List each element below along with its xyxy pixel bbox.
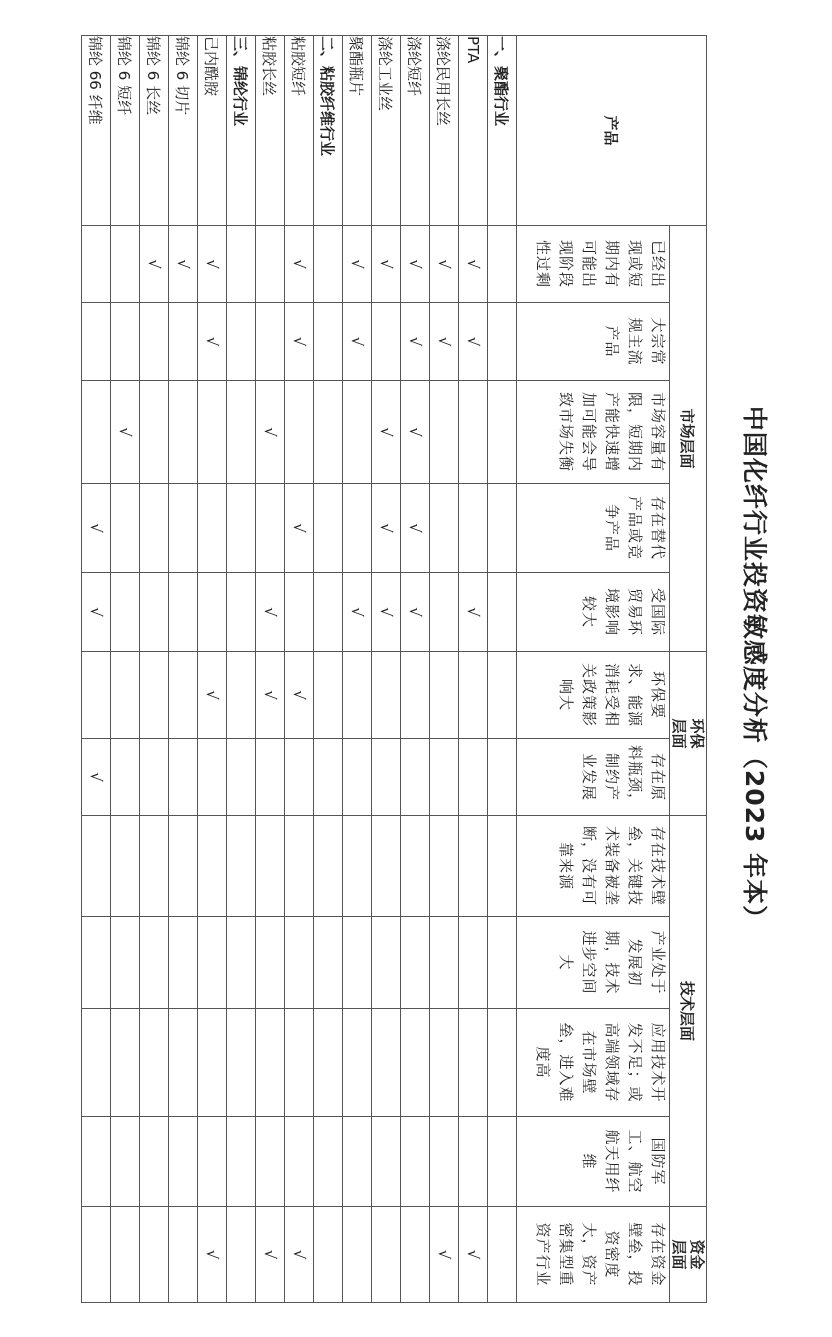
empty-cell (169, 573, 198, 652)
empty-cell (227, 1207, 256, 1303)
empty-cell (401, 739, 430, 816)
empty-cell (430, 739, 459, 816)
empty-cell (459, 652, 488, 739)
check-mark: √ (82, 573, 111, 652)
empty-cell (227, 739, 256, 816)
check-mark: √ (198, 652, 227, 739)
empty-cell (198, 917, 227, 1009)
empty-cell (169, 1117, 198, 1207)
column-header: 应用技术开 发不足；或 高端领域存 在市场壁 垒，进入难 度高 (517, 1009, 670, 1117)
check-mark: √ (372, 573, 401, 652)
check-mark: √ (343, 303, 372, 381)
empty-cell (372, 303, 401, 381)
empty-cell (459, 739, 488, 816)
empty-cell (430, 1117, 459, 1207)
table-row (140, 36, 169, 1303)
empty-cell (82, 226, 111, 303)
empty-cell (488, 381, 517, 484)
category-label: 二、粘胶纤维行业 (314, 36, 343, 226)
check-mark: √ (285, 484, 314, 573)
empty-cell (198, 739, 227, 816)
empty-cell (169, 1207, 198, 1303)
empty-cell (82, 381, 111, 484)
empty-cell (488, 1207, 517, 1303)
empty-cell (82, 652, 111, 739)
empty-cell (488, 484, 517, 573)
column-header: 受国际 贸易环 境影响 较大 (517, 573, 670, 652)
category-row (227, 36, 256, 1303)
empty-cell (111, 816, 140, 917)
empty-cell (488, 1009, 517, 1117)
check-mark: √ (198, 303, 227, 381)
empty-cell (82, 1207, 111, 1303)
category-label: 三、锦纶行业 (227, 36, 256, 226)
empty-cell (111, 1117, 140, 1207)
table-row (169, 36, 198, 1303)
empty-cell (314, 816, 343, 917)
empty-cell (343, 1009, 372, 1117)
empty-cell (227, 917, 256, 1009)
empty-cell (285, 573, 314, 652)
check-mark: √ (198, 1207, 227, 1303)
empty-cell (198, 573, 227, 652)
empty-cell (111, 1207, 140, 1303)
empty-cell (140, 816, 169, 917)
empty-cell (140, 739, 169, 816)
empty-cell (401, 1207, 430, 1303)
empty-cell (169, 303, 198, 381)
technology-level-header: 技术层面 (670, 816, 707, 1207)
market-level-header: 市场层面 (670, 226, 707, 652)
empty-cell (488, 816, 517, 917)
empty-cell (430, 816, 459, 917)
empty-cell (459, 917, 488, 1009)
empty-cell (227, 1117, 256, 1207)
empty-cell (256, 303, 285, 381)
check-mark: √ (285, 652, 314, 739)
empty-cell (314, 484, 343, 573)
empty-cell (227, 303, 256, 381)
check-mark: √ (459, 226, 488, 303)
product-label: 聚酯瓶片 (343, 36, 372, 226)
check-mark: √ (285, 303, 314, 381)
empty-cell (227, 573, 256, 652)
empty-cell (256, 816, 285, 917)
table-row (82, 36, 111, 1303)
check-mark: √ (111, 381, 140, 484)
check-mark: √ (401, 381, 430, 484)
check-mark: √ (169, 226, 198, 303)
product-label: 粘胶短纤 (285, 36, 314, 226)
empty-cell (111, 652, 140, 739)
column-header: 已经出 现或短 期内有 可能出 现阶段 性过剩 (517, 226, 670, 303)
empty-cell (169, 739, 198, 816)
check-mark: √ (82, 739, 111, 816)
empty-cell (488, 303, 517, 381)
table-row (372, 36, 401, 1303)
category-row (314, 36, 343, 1303)
check-mark: √ (285, 1207, 314, 1303)
sensitivity-table (81, 35, 707, 1303)
check-mark: √ (372, 226, 401, 303)
empty-cell (343, 484, 372, 573)
empty-cell (256, 226, 285, 303)
empty-cell (111, 573, 140, 652)
table-row (256, 36, 285, 1303)
empty-cell (488, 739, 517, 816)
product-label: 涤纶民用长丝 (430, 36, 459, 226)
empty-cell (401, 917, 430, 1009)
table-row (198, 36, 227, 1303)
check-mark: √ (430, 1207, 459, 1303)
empty-cell (169, 652, 198, 739)
empty-cell (169, 381, 198, 484)
empty-cell (285, 1117, 314, 1207)
empty-cell (111, 1009, 140, 1117)
empty-cell (82, 1009, 111, 1117)
empty-cell (285, 739, 314, 816)
table-row (430, 36, 459, 1303)
check-mark: √ (140, 226, 169, 303)
empty-cell (256, 739, 285, 816)
empty-cell (198, 1009, 227, 1117)
column-header: 产业处于 发展初 期，技术 进步空间 大 (517, 917, 670, 1009)
empty-cell (140, 652, 169, 739)
empty-cell (140, 1009, 169, 1117)
empty-cell (314, 1009, 343, 1117)
page-title: 中国化纤行业投资敏感度分析（2023 年本） (740, 405, 769, 932)
empty-cell (111, 739, 140, 816)
product-label: 涤纶短纤 (401, 36, 430, 226)
empty-cell (140, 1207, 169, 1303)
check-mark: √ (256, 573, 285, 652)
empty-cell (488, 1117, 517, 1207)
empty-cell (314, 917, 343, 1009)
empty-cell (285, 1009, 314, 1117)
column-header: 市场容量有 限，短期内 产能快速增 加可能会导 致市场失衡 (517, 381, 670, 484)
check-mark: √ (256, 652, 285, 739)
empty-cell (169, 484, 198, 573)
empty-cell (430, 652, 459, 739)
product-label: 己内酰胺 (198, 36, 227, 226)
empty-cell (140, 381, 169, 484)
empty-cell (111, 303, 140, 381)
table-row (343, 36, 372, 1303)
check-mark: √ (401, 573, 430, 652)
empty-cell (314, 573, 343, 652)
empty-cell (256, 917, 285, 1009)
column-header: 国防军 工、航空 航天用纤 维 (517, 1117, 670, 1207)
check-mark: √ (430, 303, 459, 381)
category-label: 一、聚酯行业 (488, 36, 517, 226)
check-mark: √ (343, 573, 372, 652)
empty-cell (488, 652, 517, 739)
empty-cell (372, 917, 401, 1009)
check-mark: √ (459, 303, 488, 381)
empty-cell (314, 226, 343, 303)
empty-cell (256, 1117, 285, 1207)
table-row (285, 36, 314, 1303)
check-mark: √ (401, 484, 430, 573)
empty-cell (343, 739, 372, 816)
empty-cell (459, 1117, 488, 1207)
product-label: 锦纶 66 纤维 (82, 36, 111, 226)
empty-cell (401, 1009, 430, 1117)
check-mark: √ (430, 226, 459, 303)
empty-cell (314, 739, 343, 816)
check-mark: √ (401, 226, 430, 303)
empty-cell (256, 484, 285, 573)
column-header: 环保要 求、能源 消耗受相 关政策影 响大 (517, 652, 670, 739)
empty-cell (314, 1117, 343, 1207)
empty-cell (343, 917, 372, 1009)
column-header: 存在资金 壁垒，投 资密度 大，资产 密集型重 资产行业 (517, 1207, 670, 1303)
product-header: 产品 (517, 36, 707, 226)
empty-cell (140, 573, 169, 652)
table-row (111, 36, 140, 1303)
empty-cell (372, 1117, 401, 1207)
empty-cell (227, 226, 256, 303)
empty-cell (198, 381, 227, 484)
empty-cell (343, 381, 372, 484)
table-row (401, 36, 430, 1303)
capital-level-header: 资金 层面 (670, 1207, 707, 1303)
empty-cell (459, 484, 488, 573)
check-mark: √ (459, 1207, 488, 1303)
empty-cell (372, 1207, 401, 1303)
empty-cell (488, 573, 517, 652)
empty-cell (169, 917, 198, 1009)
empty-cell (111, 226, 140, 303)
empty-cell (343, 1117, 372, 1207)
empty-cell (140, 303, 169, 381)
empty-cell (343, 816, 372, 917)
empty-cell (430, 381, 459, 484)
environment-level-header: 环保 层面 (670, 652, 707, 816)
empty-cell (430, 917, 459, 1009)
check-mark: √ (256, 1207, 285, 1303)
empty-cell (372, 652, 401, 739)
empty-cell (82, 816, 111, 917)
empty-cell (430, 484, 459, 573)
product-label: 锦纶 6 长丝 (140, 36, 169, 226)
empty-cell (488, 226, 517, 303)
empty-cell (256, 1009, 285, 1117)
column-header: 存在原 料瓶颈， 制约产 业发展 (517, 739, 670, 816)
check-mark: √ (256, 381, 285, 484)
empty-cell (140, 917, 169, 1009)
column-header: 存在技术壁 垒，关键技 术装备被垄 断，没有可 靠来源 (517, 816, 670, 917)
empty-cell (140, 1117, 169, 1207)
empty-cell (401, 1117, 430, 1207)
check-mark: √ (343, 226, 372, 303)
check-mark: √ (198, 226, 227, 303)
empty-cell (488, 917, 517, 1009)
table-row (459, 36, 488, 1303)
empty-cell (169, 816, 198, 917)
empty-cell (372, 739, 401, 816)
empty-cell (227, 484, 256, 573)
empty-cell (314, 303, 343, 381)
empty-cell (227, 1009, 256, 1117)
empty-cell (227, 652, 256, 739)
empty-cell (111, 917, 140, 1009)
empty-cell (198, 1117, 227, 1207)
empty-cell (198, 816, 227, 917)
empty-cell (430, 573, 459, 652)
check-mark: √ (401, 303, 430, 381)
empty-cell (198, 484, 227, 573)
empty-cell (372, 1009, 401, 1117)
empty-cell (401, 652, 430, 739)
empty-cell (82, 917, 111, 1009)
empty-cell (314, 1207, 343, 1303)
check-mark: √ (372, 381, 401, 484)
product-label: 涤纶工业丝 (372, 36, 401, 226)
empty-cell (285, 917, 314, 1009)
category-row (488, 36, 517, 1303)
empty-cell (169, 1009, 198, 1117)
empty-cell (111, 484, 140, 573)
check-mark: √ (459, 573, 488, 652)
empty-cell (82, 1117, 111, 1207)
empty-cell (459, 381, 488, 484)
product-label: 粘胶长丝 (256, 36, 285, 226)
empty-cell (372, 816, 401, 917)
empty-cell (314, 381, 343, 484)
empty-cell (227, 816, 256, 917)
empty-cell (285, 381, 314, 484)
empty-cell (314, 652, 343, 739)
product-label: PTA (459, 36, 488, 226)
empty-cell (430, 1009, 459, 1117)
empty-cell (343, 652, 372, 739)
empty-cell (459, 1009, 488, 1117)
empty-cell (140, 484, 169, 573)
column-header: 大宗常 规主流 产品 (517, 303, 670, 381)
empty-cell (459, 816, 488, 917)
check-mark: √ (285, 226, 314, 303)
check-mark: √ (82, 484, 111, 573)
empty-cell (285, 816, 314, 917)
product-label: 锦纶 6 切片 (169, 36, 198, 226)
product-label: 锦纶 6 短纤 (111, 36, 140, 226)
check-mark: √ (372, 484, 401, 573)
column-header: 存在替代 产品或竞 争产品 (517, 484, 670, 573)
empty-cell (343, 1207, 372, 1303)
empty-cell (401, 816, 430, 917)
empty-cell (82, 303, 111, 381)
empty-cell (227, 381, 256, 484)
